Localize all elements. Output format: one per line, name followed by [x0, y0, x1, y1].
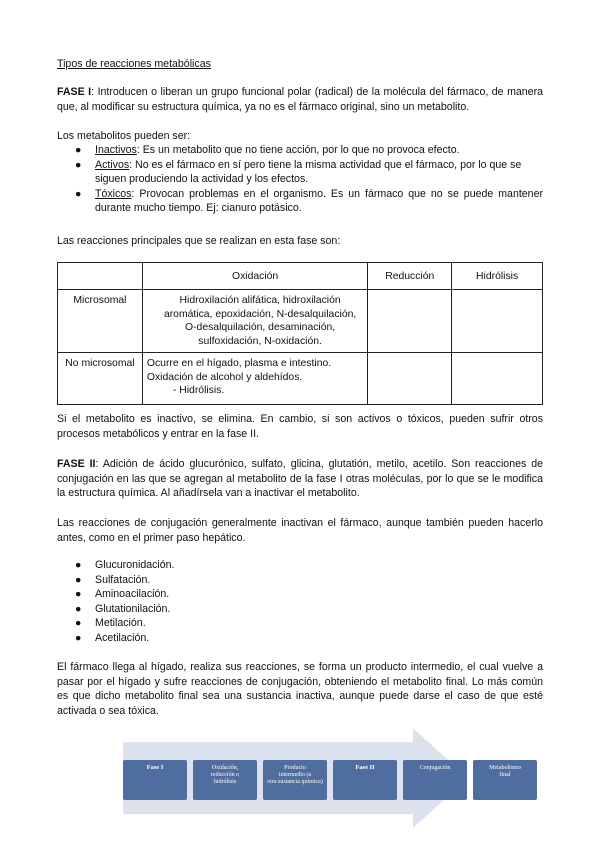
- table-row: [58, 353, 543, 405]
- bullet-icon: ●: [75, 588, 82, 600]
- item-text: : Es un metabolito que no tiene acción, por lo que no provoca efecto.: [136, 144, 460, 156]
- hidrolisis-cell: [452, 290, 543, 353]
- fase2-paragraph: [57, 457, 543, 501]
- row-label: Microsomal: [58, 290, 143, 353]
- list-item: [57, 602, 543, 617]
- table-row: [58, 290, 543, 353]
- item-text: Aminoacilación.: [95, 588, 170, 600]
- list-item: [57, 616, 543, 631]
- reduccion-cell: [368, 353, 452, 405]
- process-diagram: [123, 728, 543, 828]
- conjugacion-paragraph: Las reacciones de conjugación generalmente inactivan el fármaco, aunque también pueden hacerlo antes, como en el primer paso hepático.: [57, 517, 543, 544]
- diagram-step-label: final: [499, 772, 511, 778]
- fase1-paragraph: [57, 85, 543, 114]
- diagram-step-label: Fase II: [355, 764, 375, 771]
- fase2-text: : Adición de ácido glucurónico, sulfato, glicina, glutatión, metilo, acetilo. Son reacciones de conjugación en las que se agregan al metabolito de la fase I otras moléculas, por lo que se le modifica la estructura química. Al añadírsela van a inactivar el metabolito.: [57, 458, 544, 499]
- diagram-step-label: Producto: [284, 765, 306, 771]
- final-paragraph: El fármaco llega al hígado, realiza sus reacciones, se forma un producto intermedio, el cual vuelve a pasar por el hígado y sufre reacciones de conjugación, obteniendo el metabolito final. Lo más común es que dicho metabolito final sea una sustancia inactiva, aunque puede darse el caso de que esté activada o sea tóxica.: [57, 661, 543, 717]
- item-text: Glutationilación.: [95, 602, 171, 615]
- conjugacion-list: [57, 558, 543, 645]
- bullet-icon: ●: [75, 573, 82, 586]
- item-term: Inactivos: [95, 144, 137, 156]
- fase1-text: : Introducen o liberan un grupo funcional polar (radical) de la molécula del fármaco, de manera que, al modificar su estructura química, ya no es el fármaco original, sino un metabolito.: [57, 86, 543, 113]
- bullet-icon: ●: [75, 187, 82, 200]
- page-title: Tipos de reacciones metabólicas: [57, 58, 211, 70]
- bullet-icon: ●: [75, 559, 82, 571]
- item-text: Acetilación.: [95, 631, 150, 644]
- table-header-row: [58, 263, 543, 290]
- list-item: [57, 573, 543, 588]
- table-header: Hidrólisis: [452, 263, 543, 290]
- list-item: [57, 558, 543, 573]
- bullet-icon: ●: [75, 617, 82, 629]
- list-item: [57, 631, 543, 646]
- diagram-step-label: intermedio (a: [278, 772, 312, 778]
- reacciones-intro: Las reacciones principales que se realizan en esta fase son:: [57, 235, 341, 247]
- reduccion-cell: [368, 290, 452, 353]
- diagram-step: [333, 760, 397, 800]
- hidrolisis-cell: [452, 353, 543, 405]
- row-label: No microsomal: [58, 353, 143, 405]
- oxidacion-cell: Hidroxilación alifática, hidroxilación aromática, epoxidación, N-desalquilación, O-desalquilación, desaminación, sulfoxidación, N-oxidación.: [142, 290, 367, 353]
- metabolitos-intro: Los metabolitos pueden ser:: [57, 130, 191, 142]
- diagram-step: [403, 760, 467, 800]
- diagram-step-label: hidrólisis: [213, 779, 237, 785]
- diagram-step-label: Metabolismo: [489, 765, 521, 771]
- metabolitos-list: [57, 143, 543, 216]
- diagram-step: [193, 760, 257, 800]
- item-term: Activos: [95, 158, 130, 171]
- diagram-step: [123, 760, 187, 800]
- fase2-label: FASE II: [57, 458, 96, 470]
- bullet-icon: ●: [75, 602, 82, 615]
- table-header: Reducción: [368, 263, 452, 290]
- item-text: Metilación.: [95, 617, 146, 629]
- table-header: [58, 263, 143, 290]
- list-item: [57, 587, 543, 602]
- reacciones-table: [57, 262, 543, 405]
- cell-line: Ocurre en el hígado, plasma e intestino.: [146, 358, 332, 369]
- item-text: Sulfatación.: [95, 573, 151, 586]
- bullet-icon: ●: [75, 144, 82, 156]
- list-item: [57, 143, 543, 158]
- item-text: : Provocan problemas en el organismo. Es un fármaco que no se puede mantener durante mucho tiempo. Ej: cianuro potásico.: [95, 187, 543, 214]
- diagram-step-label: Conjugación: [419, 765, 451, 771]
- diagram-step-label: Fase I: [146, 764, 164, 771]
- item-term: Tóxicos: [95, 187, 132, 200]
- bullet-icon: ●: [75, 631, 82, 644]
- fase1-label: FASE I: [57, 86, 92, 98]
- item-text: Glucuronidación.: [95, 559, 175, 571]
- diagram-step: [473, 760, 537, 800]
- cell-line: - Hidrólisis.: [172, 385, 225, 396]
- diagram-step-label: Oxidación,: [211, 765, 239, 771]
- item-text: : No es el fármaco en sí pero tiene la misma actividad que el fármaco, por lo que se siguen produciendo la actividad y los efectos.: [95, 158, 522, 185]
- diagram-step-label: otra sustancia química): [267, 779, 323, 785]
- oxidacion-cell: [142, 353, 367, 405]
- inactivo-paragraph: Si el metabolito es inactivo, se elimina. En cambio, si son activos o tóxicos, pueden sufrir otros procesos metabólicos y entrar en la fase II.: [57, 413, 543, 440]
- list-item: [57, 158, 543, 187]
- diagram-step: [263, 760, 327, 800]
- table-header: Oxidación: [142, 263, 367, 290]
- list-item: [57, 187, 543, 216]
- diagram-step-label: reducción o: [210, 772, 240, 778]
- cell-line: Oxidación de alcohol y aldehídos.: [146, 371, 303, 383]
- bullet-icon: ●: [75, 158, 82, 171]
